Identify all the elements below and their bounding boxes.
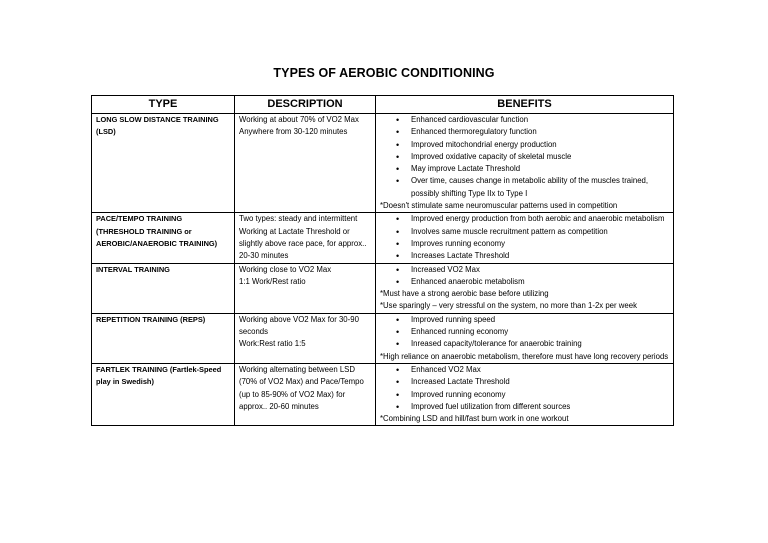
benefit-item: • Improved running speed bbox=[380, 314, 670, 326]
header-row bbox=[92, 96, 674, 114]
benefits-list bbox=[380, 264, 670, 289]
benefit-note: *Must have a strong aerobic base before utilizing bbox=[380, 289, 549, 299]
description-line: Working at about 70% of VO2 Max bbox=[239, 115, 359, 124]
description-line: Anywhere from 30-120 minutes bbox=[239, 127, 348, 137]
benefits-list bbox=[380, 114, 670, 200]
description-line: Two types: steady and intermittent bbox=[239, 214, 358, 224]
table-row bbox=[92, 363, 674, 425]
benefit-item: • Improved oxidative capacity of skeletal muscle bbox=[380, 151, 670, 163]
benefits-cell bbox=[376, 114, 674, 213]
type-cell: FARTLEK TRAINING (Fartlek-Speed play in Swedish) bbox=[92, 363, 235, 425]
benefit-item: • Involves same muscle recruitment pattern as competition bbox=[380, 226, 670, 238]
benefits-cell bbox=[376, 313, 674, 363]
benefit-note: *Combining LSD and hill/fast burn work in one workout bbox=[380, 414, 569, 424]
benefits-cell bbox=[376, 263, 674, 313]
benefit-item: • Improved energy production from both aerobic and anaerobic metabolism bbox=[380, 213, 670, 225]
table-row bbox=[92, 213, 674, 263]
benefit-item: • Enhanced thermoregulatory function bbox=[380, 126, 670, 138]
header-description: DESCRIPTION bbox=[235, 96, 376, 114]
header-type: TYPE bbox=[92, 96, 235, 114]
description-line: Working alternating between LSD (70% of VO2 Max) and Pace/Tempo (up to 85-90% of VO2 Max) for approx.. 20-60 minutes bbox=[239, 364, 364, 411]
benefit-note: *Use sparingly – very stressful on the system, no more than 1-2x per week bbox=[380, 301, 637, 311]
benefit-item: • Improves running economy bbox=[380, 238, 670, 250]
benefit-item: • Over time, causes change in metabolic ability of the muscles trained, possibly shifting Type IIx to Type I bbox=[380, 175, 670, 200]
header-benefits: BENEFITS bbox=[376, 96, 674, 114]
description-cell bbox=[235, 114, 376, 213]
benefit-note: *Doesn't stimulate same neuromuscular patterns used in competition bbox=[380, 201, 618, 211]
benefit-item: • Improved running economy bbox=[380, 389, 670, 401]
aerobic-conditioning-table bbox=[91, 95, 674, 426]
benefit-note: *High reliance on anaerobic metabolism, therefore must have long recovery periods bbox=[380, 351, 669, 361]
table-row bbox=[92, 313, 674, 363]
table-row bbox=[92, 114, 674, 213]
benefit-item: • Increased VO2 Max bbox=[380, 264, 670, 276]
description-cell bbox=[235, 213, 376, 263]
benefit-item: • Enhanced VO2 Max bbox=[380, 364, 670, 376]
description-line: 1:1 Work/Rest ratio bbox=[239, 276, 306, 286]
benefits-cell bbox=[376, 213, 674, 263]
type-cell: REPETITION TRAINING (REPS) bbox=[92, 313, 235, 363]
benefits-cell bbox=[376, 363, 674, 425]
benefits-list bbox=[380, 364, 670, 413]
description-line: Work:Rest ratio 1:5 bbox=[239, 339, 306, 349]
benefit-item: • Improved mitochondrial energy production bbox=[380, 139, 670, 151]
benefit-item: • Enhanced cardiovascular function bbox=[380, 114, 670, 126]
description-line: Working above VO2 Max for 30-90 seconds bbox=[239, 314, 359, 337]
benefit-item: • May improve Lactate Threshold bbox=[380, 163, 670, 175]
benefit-item: • Increases Lactate Threshold bbox=[380, 250, 670, 262]
description-cell bbox=[235, 263, 376, 313]
benefit-item: • Inreased capacity/tolerance for anaerobic training bbox=[380, 338, 670, 350]
description-line: Working at Lactate Threshold or slightly above race pace, for approx.. 20-30 minutes bbox=[239, 226, 367, 261]
type-cell: LONG SLOW DISTANCE TRAINING (LSD) bbox=[92, 114, 235, 213]
description-cell bbox=[235, 363, 376, 425]
type-cell: INTERVAL TRAINING bbox=[92, 263, 235, 313]
table-row bbox=[92, 263, 674, 313]
type-cell: PACE/TEMPO TRAINING (THRESHOLD TRAINING or AEROBIC/ANAEROBIC TRAINING) bbox=[92, 213, 235, 263]
document-title: TYPES OF AEROBIC CONDITIONING bbox=[273, 66, 495, 80]
benefit-item: • Improved fuel utilization from different sources bbox=[380, 401, 670, 413]
benefit-item: • Enhanced running economy bbox=[380, 326, 670, 338]
description-line: Working close to VO2 Max bbox=[239, 264, 332, 274]
benefits-list bbox=[380, 314, 670, 351]
benefit-item: • Increased Lactate Threshold bbox=[380, 376, 670, 388]
benefits-list bbox=[380, 213, 670, 262]
description-cell bbox=[235, 313, 376, 363]
benefit-item: • Enhanced anaerobic metabolism bbox=[380, 276, 670, 288]
